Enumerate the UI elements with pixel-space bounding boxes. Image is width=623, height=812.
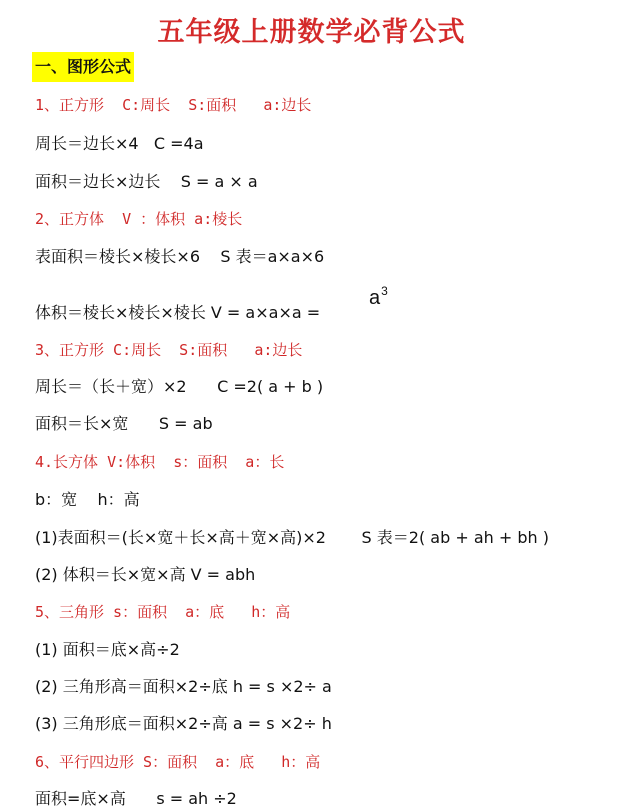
- formula-line: 周长＝（长＋宽）×2 C =2( a + b ): [35, 377, 324, 396]
- section-heading-shape-formulas: 一、图形公式: [32, 52, 134, 82]
- formula-line: 面积＝边长×边长 S = a × a: [35, 172, 258, 191]
- power-base: a: [369, 287, 381, 309]
- power-exponent: 3: [381, 284, 388, 298]
- formula-line: 4.长方体 V:体积 s：面积 a：长: [35, 453, 285, 471]
- formula-line: (2) 体积＝长×宽×高 V = abh: [35, 565, 256, 584]
- page-title: 五年级上册数学必背公式: [157, 17, 466, 48]
- formula-line: 2、正方体 V ：体积 a:棱长: [35, 210, 243, 228]
- formula-line: 5、三角形 s：面积 a：底 h：高: [35, 603, 291, 621]
- formula-line: 面积＝长×宽 S = ab: [35, 414, 213, 433]
- formula-line: 面积=底×高 s = ah ÷2: [35, 789, 237, 808]
- formula-line: 体积＝棱长×棱长×棱长 V = a×a×a =: [35, 303, 326, 322]
- formula-line: (2) 三角形高＝面积×2÷底 h = s ×2÷ a: [35, 677, 332, 696]
- formula-line: (1) 面积＝底×高÷2: [35, 640, 180, 659]
- formula-line: 周长＝边长×4 C =4a: [35, 134, 204, 153]
- formula-line: (3) 三角形底＝面积×2÷高 a = s ×2÷ h: [35, 714, 332, 733]
- formula-line: 3、正方形 C:周长 S:面积 a:边长: [35, 341, 303, 359]
- formula-line: (1)表面积＝(长×宽＋长×高＋宽×高)×2 S 表＝2( ab + ah + bh ): [35, 528, 549, 547]
- formula-line: b：宽 h：高: [35, 490, 140, 509]
- formula-line: 表面积＝棱长×棱长×6 S 表＝a×a×6: [35, 247, 325, 266]
- formula-line: 6、平行四边形 S：面积 a：底 h：高: [35, 753, 321, 771]
- a-cubed: [369, 284, 388, 310]
- formula-line: 1、正方形 C:周长 S:面积 a:边长: [35, 96, 312, 114]
